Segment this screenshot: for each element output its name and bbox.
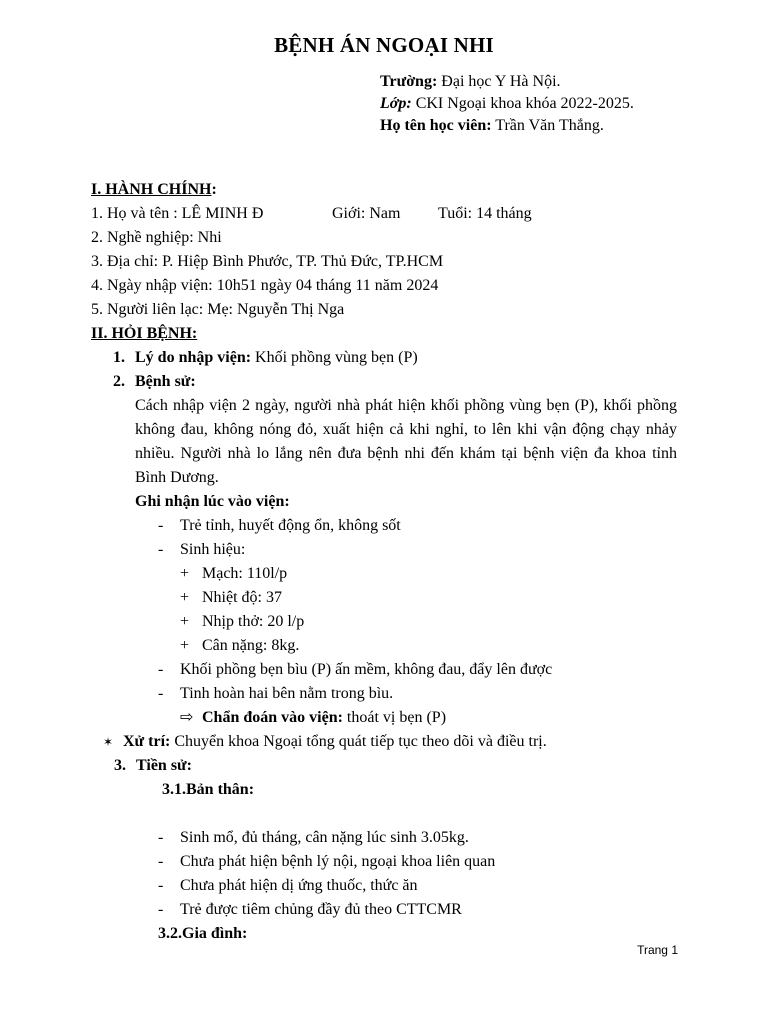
self-history-item: - Trẻ được tiêm chủng đầy đủ theo CTTCMR (158, 901, 462, 918)
patient-address: 3. Địa chỉ: P. Hiệp Bình Phước, TP. Thủ Đức, TP.HCM (91, 253, 444, 270)
history-heading: 2. Bệnh sử: (113, 373, 196, 390)
self-history-item: - Chưa phát hiện dị ứng thuốc, thức ăn (158, 877, 418, 894)
class-value: CKI Ngoại khoa khóa 2022-2025. (411, 95, 634, 112)
section-history-heading: II. HỎI BỆNH: (91, 325, 198, 342)
vital-item: + Cân nặng: 8kg. (180, 637, 300, 654)
self-history-item: - Chưa phát hiện bệnh lý nội, ngoại khoa liên quan (158, 853, 496, 870)
school-value: Đại học Y Hà Nội. (437, 73, 561, 90)
arrow-icon: ⇨ (180, 709, 194, 726)
admit-note-item: - Sinh hiệu: (158, 541, 246, 558)
vital-item: + Mạch: 110l/p (180, 565, 288, 582)
document-body (91, 178, 677, 946)
reason-label: Lý do nhập viện: (135, 349, 252, 366)
treatment-line: ✶ Xử trí: Chuyển khoa Ngoại tổng quát tiếp tục theo dõi và điều trị. (103, 730, 677, 754)
page-number: Trang 1 (637, 943, 678, 957)
self-history-item: - Sinh mổ, đủ tháng, cân nặng lúc sinh 3.05kg. (158, 829, 469, 846)
school-label: Trường: (380, 73, 438, 90)
class-label: Lớp: (380, 95, 412, 112)
admit-note-item: - Trẻ tỉnh, huyết động ổn, không sốt (158, 517, 401, 534)
admission-date: 4. Ngày nhập viện: 10h51 ngày 04 tháng 11 năm 2024 (91, 277, 439, 294)
patient-age: Tuổi: 14 tháng (438, 205, 532, 222)
admit-note-item: - Tinh hoàn hai bên nằm trong bìu. (158, 685, 394, 702)
patient-gender: Giới: Nam (332, 205, 401, 222)
self-history-heading: 3.1.Bản thân: (162, 781, 255, 798)
past-history-heading: 3. Tiền sử: (114, 757, 192, 774)
student-label: Họ tên học viên: (380, 117, 492, 134)
star-bullet-icon: ✶ (103, 735, 114, 749)
vital-item: + Nhịp thở: 20 l/p (180, 613, 305, 630)
section-admin-heading: I. HÀNH CHÍNH: (91, 181, 217, 198)
history-paragraph: Cách nhập viện 2 ngày, người nhà phát hiện khối phồng vùng bẹn (P), khối phồng không đau, không nóng đỏ, xuất hiện cả khi nghỉ, to lên khi vận động chạy nhảy nhiều. Người nhà lo lắng nên đưa bệnh nhi đến khám tại bệnh viện đa khoa tỉnh Bình Dương. (135, 397, 677, 486)
diagnosis-line: ⇨ Chẩn đoán vào viện: thoát vị bẹn (P) (91, 706, 677, 730)
spacer (91, 802, 677, 826)
student-info-block (380, 71, 634, 137)
student-line (380, 115, 634, 137)
contact-person: 5. Người liên lạc: Mẹ: Nguyễn Thị Nga (91, 301, 345, 318)
reason-value: Khối phồng vùng bẹn (P) (251, 349, 418, 366)
class-line (380, 93, 634, 115)
document-title: BỆNH ÁN NGOẠI NHI (274, 33, 494, 57)
admit-note-heading: Ghi nhận lúc vào viện: (135, 493, 290, 510)
school-line (380, 71, 634, 93)
reason-line: 1. Lý do nhập viện: Khối phồng vùng bẹn (P) (113, 349, 418, 366)
admit-note-item: - Khối phồng bẹn bìu (P) ấn mềm, không đau, đẩy lên được (158, 661, 553, 678)
patient-name-line (91, 202, 677, 226)
vital-item: + Nhiệt độ: 37 (180, 589, 282, 606)
patient-job: 2. Nghề nghiệp: Nhi (91, 229, 222, 246)
patient-name: 1. Họ và tên : LÊ MINH Đ (91, 205, 264, 222)
student-value: Trần Văn Thắng. (491, 117, 604, 134)
family-history-heading: 3.2.Gia đình: (158, 925, 248, 942)
